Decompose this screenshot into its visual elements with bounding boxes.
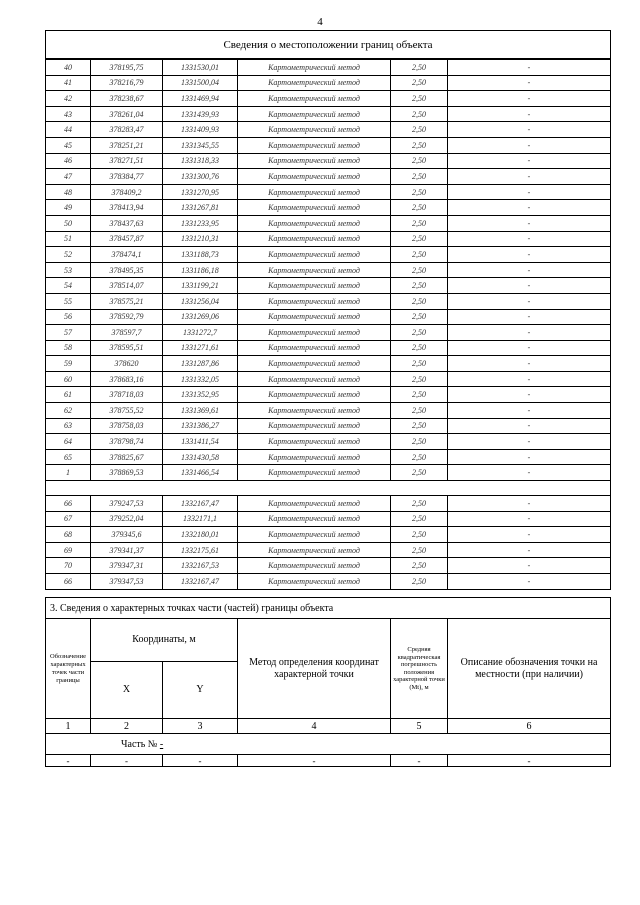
method: Картометрический метод: [238, 574, 391, 590]
method: Картометрический метод: [238, 169, 391, 185]
point-number: 51: [46, 231, 91, 247]
coord-y: 1331466,54: [163, 465, 238, 481]
error-value: 2,50: [391, 75, 448, 91]
method: Картометрический метод: [238, 496, 391, 512]
col-desc-header: Описание обозначения точки на местности (при наличии): [448, 619, 611, 719]
coord-y: 1331272,7: [163, 325, 238, 341]
table-row: [46, 215, 611, 231]
table-row: [46, 137, 611, 153]
description: -: [448, 465, 611, 481]
table-row: [46, 511, 611, 527]
col-error-header: Средняя квадратическая погрешность положения характерной точки (Mt), м: [391, 619, 448, 719]
table-row: [46, 574, 611, 590]
method: Картометрический метод: [238, 215, 391, 231]
table-row: [46, 403, 611, 419]
table-row: [46, 496, 611, 512]
col-method-header: Метод определения координат характерной точки: [238, 619, 391, 719]
coord-y: 1331270,95: [163, 184, 238, 200]
point-number: 1: [46, 465, 91, 481]
coord-y: 1331271,61: [163, 340, 238, 356]
point-number: 43: [46, 106, 91, 122]
description: -: [448, 527, 611, 543]
boundary-table: [45, 30, 611, 590]
col-x-header: X: [91, 662, 163, 719]
error-value: 2,50: [391, 356, 448, 372]
point-number: 60: [46, 371, 91, 387]
point-number: 67: [46, 511, 91, 527]
table-row: [46, 262, 611, 278]
coord-x: 378261,04: [91, 106, 163, 122]
method: Картометрический метод: [238, 418, 391, 434]
point-number: 69: [46, 542, 91, 558]
coord-y: 1331269,06: [163, 309, 238, 325]
point-number: 48: [46, 184, 91, 200]
method: Картометрический метод: [238, 465, 391, 481]
part-number-row: [46, 734, 611, 755]
description: -: [448, 231, 611, 247]
point-number: 57: [46, 325, 91, 341]
method: Картометрический метод: [238, 184, 391, 200]
col-number: 6: [448, 719, 611, 734]
table-row: [46, 434, 611, 450]
coord-x: 378758,03: [91, 418, 163, 434]
col-number: 5: [391, 719, 448, 734]
method: Картометрический метод: [238, 558, 391, 574]
coord-x: 378597,7: [91, 325, 163, 341]
error-value: 2,50: [391, 137, 448, 153]
coord-x: 378869,53: [91, 465, 163, 481]
description: -: [448, 340, 611, 356]
coord-x: 378238,67: [91, 91, 163, 107]
col-number: 3: [163, 719, 238, 734]
error-value: 2,50: [391, 387, 448, 403]
error-value: 2,50: [391, 340, 448, 356]
description: -: [448, 106, 611, 122]
coord-y: 1332167,47: [163, 574, 238, 590]
description: -: [448, 449, 611, 465]
table-row: [46, 293, 611, 309]
coord-x: 379247,53: [91, 496, 163, 512]
error-value: 2,50: [391, 231, 448, 247]
description: -: [448, 574, 611, 590]
description: -: [448, 371, 611, 387]
method: Картометрический метод: [238, 122, 391, 138]
coord-y: 1331369,61: [163, 403, 238, 419]
error-value: 2,50: [391, 153, 448, 169]
coord-y: 1332180,01: [163, 527, 238, 543]
point-number: 53: [46, 262, 91, 278]
point-number: 61: [46, 387, 91, 403]
table-row: [46, 231, 611, 247]
table-row: [46, 387, 611, 403]
coord-x: 378216,79: [91, 75, 163, 91]
error-value: 2,50: [391, 309, 448, 325]
dash-cell: -: [91, 755, 163, 767]
coord-y: 1331411,54: [163, 434, 238, 450]
description: -: [448, 511, 611, 527]
table-row: [46, 106, 611, 122]
method: Картометрический метод: [238, 356, 391, 372]
point-number: 64: [46, 434, 91, 450]
table-row: [46, 169, 611, 185]
error-value: 2,50: [391, 511, 448, 527]
table-row: [46, 184, 611, 200]
description: -: [448, 418, 611, 434]
table-row: [46, 309, 611, 325]
method: Картометрический метод: [238, 106, 391, 122]
method: Картометрический метод: [238, 262, 391, 278]
coord-x: 378718,03: [91, 387, 163, 403]
coord-x: 378620: [91, 356, 163, 372]
dash-cell: -: [448, 755, 611, 767]
method: Картометрический метод: [238, 91, 391, 107]
description: -: [448, 278, 611, 294]
description: -: [448, 356, 611, 372]
coord-x: 378595,51: [91, 340, 163, 356]
coord-y: 1331430,58: [163, 449, 238, 465]
boundary-section-title: Сведения о местоположении границ объекта: [46, 31, 611, 60]
point-number: 52: [46, 247, 91, 263]
coord-y: 1331469,94: [163, 91, 238, 107]
error-value: 2,50: [391, 542, 448, 558]
table-row: [46, 278, 611, 294]
method: Картометрический метод: [238, 247, 391, 263]
coord-x: 378683,16: [91, 371, 163, 387]
error-value: 2,50: [391, 403, 448, 419]
coord-x: 378575,21: [91, 293, 163, 309]
description: -: [448, 153, 611, 169]
dash-cell: -: [163, 755, 238, 767]
coord-y: 1331188,73: [163, 247, 238, 263]
table-row: [46, 542, 611, 558]
table-row: [46, 558, 611, 574]
dash-cell: -: [391, 755, 448, 767]
error-value: 2,50: [391, 371, 448, 387]
error-value: 2,50: [391, 169, 448, 185]
method: Картометрический метод: [238, 231, 391, 247]
table-row: [46, 371, 611, 387]
error-value: 2,50: [391, 558, 448, 574]
description: -: [448, 262, 611, 278]
coord-y: 1331352,95: [163, 387, 238, 403]
col-y-header: Y: [163, 662, 238, 719]
error-value: 2,50: [391, 200, 448, 216]
coord-x: 378437,63: [91, 215, 163, 231]
error-value: 2,50: [391, 449, 448, 465]
error-value: 2,50: [391, 215, 448, 231]
coord-x: 378413,94: [91, 200, 163, 216]
description: -: [448, 293, 611, 309]
error-value: 2,50: [391, 418, 448, 434]
coord-y: 1332167,53: [163, 558, 238, 574]
col-number: 4: [238, 719, 391, 734]
coord-y: 1331287,86: [163, 356, 238, 372]
method: Картометрический метод: [238, 542, 391, 558]
point-number: 62: [46, 403, 91, 419]
coord-y: 1332171,1: [163, 511, 238, 527]
description: -: [448, 542, 611, 558]
description: -: [448, 309, 611, 325]
table-row: [46, 91, 611, 107]
coord-x: 378755,52: [91, 403, 163, 419]
error-value: 2,50: [391, 278, 448, 294]
coord-y: 1331300,76: [163, 169, 238, 185]
method: Картометрический метод: [238, 340, 391, 356]
coord-x: 378495,35: [91, 262, 163, 278]
point-number: 49: [46, 200, 91, 216]
error-value: 2,50: [391, 434, 448, 450]
point-number: 42: [46, 91, 91, 107]
coord-y: 1331409,93: [163, 122, 238, 138]
point-number: 70: [46, 558, 91, 574]
point-number: 45: [46, 137, 91, 153]
method: Картометрический метод: [238, 387, 391, 403]
method: Картометрический метод: [238, 309, 391, 325]
error-value: 2,50: [391, 106, 448, 122]
coord-y: 1331233,95: [163, 215, 238, 231]
point-number: 50: [46, 215, 91, 231]
coord-x: 379252,04: [91, 511, 163, 527]
point-number: 56: [46, 309, 91, 325]
error-value: 2,50: [391, 465, 448, 481]
separator-cell: [46, 481, 611, 496]
coord-y: 1332167,47: [163, 496, 238, 512]
part-value: -: [159, 738, 164, 750]
error-value: 2,50: [391, 527, 448, 543]
description: -: [448, 247, 611, 263]
coord-x: 378195,75: [91, 59, 163, 75]
table-row: [46, 418, 611, 434]
error-value: 2,50: [391, 574, 448, 590]
coord-x: 379347,31: [91, 558, 163, 574]
point-number: 63: [46, 418, 91, 434]
error-value: 2,50: [391, 122, 448, 138]
table-row: [46, 356, 611, 372]
part-points-title: 3. Сведения о характерных точках части (частей) границы объекта: [46, 598, 611, 619]
method: Картометрический метод: [238, 75, 391, 91]
coord-x: 379341,37: [91, 542, 163, 558]
coord-y: 1331345,55: [163, 137, 238, 153]
method: Картометрический метод: [238, 137, 391, 153]
coord-x: 378798,74: [91, 434, 163, 450]
error-value: 2,50: [391, 91, 448, 107]
table-row: [46, 200, 611, 216]
method: Картометрический метод: [238, 325, 391, 341]
table-row: [46, 75, 611, 91]
method: Картометрический метод: [238, 200, 391, 216]
method: Картометрический метод: [238, 511, 391, 527]
method: Картометрический метод: [238, 371, 391, 387]
error-value: 2,50: [391, 262, 448, 278]
col-number: 2: [91, 719, 163, 734]
method: Картометрический метод: [238, 153, 391, 169]
description: -: [448, 200, 611, 216]
table-row: [46, 122, 611, 138]
point-number: 44: [46, 122, 91, 138]
description: -: [448, 122, 611, 138]
description: -: [448, 558, 611, 574]
description: -: [448, 137, 611, 153]
description: -: [448, 91, 611, 107]
description: -: [448, 184, 611, 200]
table-row: [46, 465, 611, 481]
coord-x: 378271,51: [91, 153, 163, 169]
coord-y: 1331186,18: [163, 262, 238, 278]
coord-y: 1331500,04: [163, 75, 238, 91]
point-number: 55: [46, 293, 91, 309]
page-number: 4: [317, 16, 323, 28]
dash-cell: -: [238, 755, 391, 767]
point-number: 58: [46, 340, 91, 356]
description: -: [448, 403, 611, 419]
coord-y: 1331386,27: [163, 418, 238, 434]
coord-x: 378457,87: [91, 231, 163, 247]
coord-y: 1331267,81: [163, 200, 238, 216]
description: -: [448, 387, 611, 403]
coord-x: 378251,21: [91, 137, 163, 153]
coord-x: 378474,1: [91, 247, 163, 263]
point-number: 59: [46, 356, 91, 372]
coord-y: 1331332,05: [163, 371, 238, 387]
point-number: 41: [46, 75, 91, 91]
description: -: [448, 75, 611, 91]
error-value: 2,50: [391, 184, 448, 200]
error-value: 2,50: [391, 59, 448, 75]
coord-y: 1331318,33: [163, 153, 238, 169]
coord-x: 379347,53: [91, 574, 163, 590]
coord-x: 378592,79: [91, 309, 163, 325]
description: -: [448, 496, 611, 512]
method: Картометрический метод: [238, 403, 391, 419]
col-point-header: Обозначение характерных точек части границы: [46, 619, 91, 719]
coord-y: 1332175,61: [163, 542, 238, 558]
error-value: 2,50: [391, 325, 448, 341]
description: -: [448, 325, 611, 341]
method: Картометрический метод: [238, 434, 391, 450]
description: -: [448, 434, 611, 450]
description: -: [448, 59, 611, 75]
part-points-table: [45, 597, 611, 767]
dash-cell: -: [46, 755, 91, 767]
error-value: 2,50: [391, 496, 448, 512]
method: Картометрический метод: [238, 527, 391, 543]
table-row: [46, 527, 611, 543]
coord-y: 1331199,21: [163, 278, 238, 294]
part-label: Часть №: [121, 738, 158, 750]
table-row: [46, 325, 611, 341]
coord-y: 1331530,01: [163, 59, 238, 75]
method: Картометрический метод: [238, 59, 391, 75]
coord-x: 378409,2: [91, 184, 163, 200]
coord-y: 1331439,93: [163, 106, 238, 122]
separator-row: [46, 481, 611, 496]
table-row: [46, 59, 611, 75]
description: -: [448, 215, 611, 231]
error-value: 2,50: [391, 247, 448, 263]
point-number: 66: [46, 574, 91, 590]
coord-x: 378384,77: [91, 169, 163, 185]
point-number: 68: [46, 527, 91, 543]
method: Картометрический метод: [238, 278, 391, 294]
point-number: 66: [46, 496, 91, 512]
point-number: 46: [46, 153, 91, 169]
coord-x: 379345,6: [91, 527, 163, 543]
error-value: 2,50: [391, 293, 448, 309]
coord-x: 378283,47: [91, 122, 163, 138]
method: Картометрический метод: [238, 293, 391, 309]
table-row: [46, 449, 611, 465]
table-row: [46, 340, 611, 356]
coord-y: 1331256,04: [163, 293, 238, 309]
point-number: 40: [46, 59, 91, 75]
method: Картометрический метод: [238, 449, 391, 465]
col-number: 1: [46, 719, 91, 734]
table-row: [46, 247, 611, 263]
coord-x: 378825,67: [91, 449, 163, 465]
point-number: 54: [46, 278, 91, 294]
table-row: [46, 153, 611, 169]
point-number: 47: [46, 169, 91, 185]
point-number: 65: [46, 449, 91, 465]
coord-y: 1331210,31: [163, 231, 238, 247]
col-coords-header: Координаты, м: [91, 619, 238, 662]
coord-x: 378514,07: [91, 278, 163, 294]
description: -: [448, 169, 611, 185]
